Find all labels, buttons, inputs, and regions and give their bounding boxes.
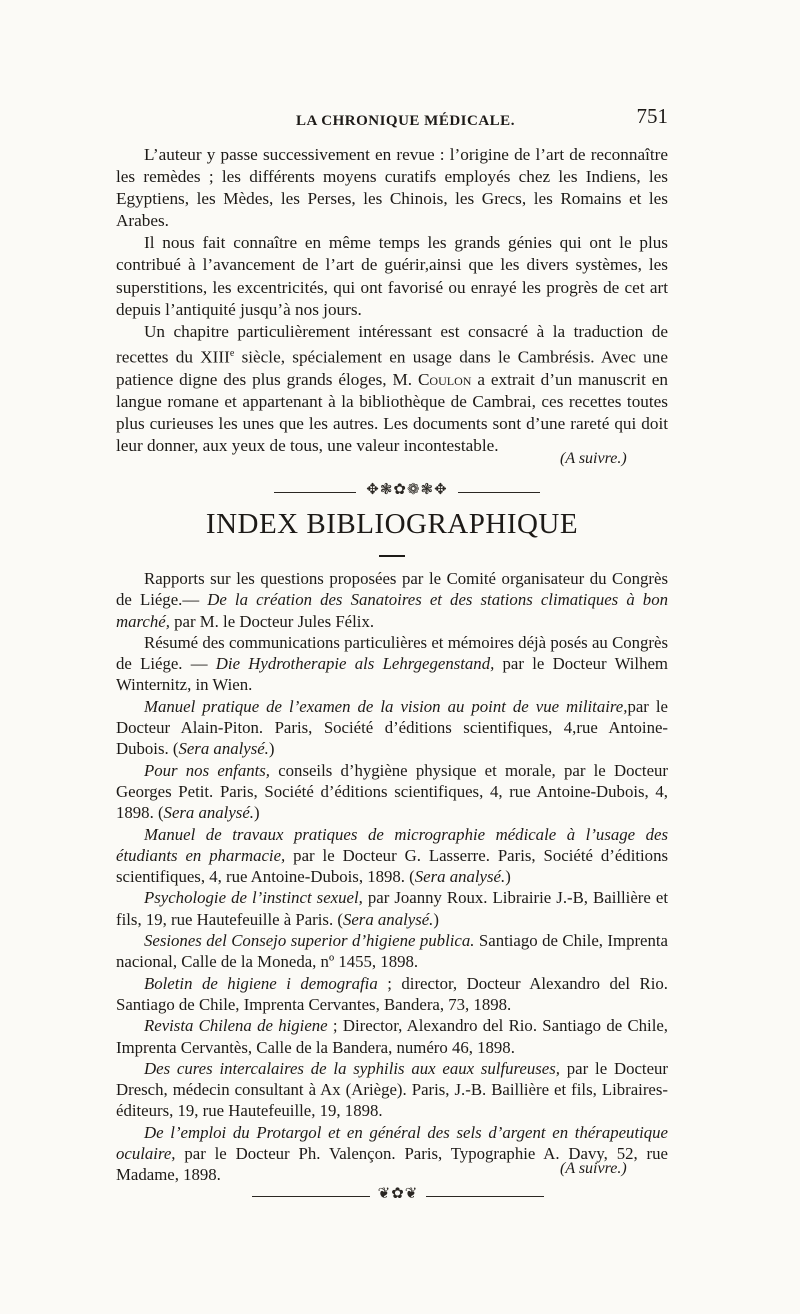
bibliography-entry — [116, 824, 668, 888]
bibliography-entry — [116, 1015, 668, 1058]
entry-text: par M. le Docteur Jules Félix. — [169, 611, 375, 631]
section-title: INDEX BIBLIOGRAPHIQUE — [205, 508, 579, 540]
entry-title: Sera analysé. — [178, 739, 269, 759]
entry-title: Manuel pratique de l’examen de la vision au point de vue militaire, — [144, 696, 628, 716]
entry-text: ) — [505, 867, 511, 887]
title-dash — [379, 555, 405, 557]
entry-title: Boletin de higiene i demografia — [144, 973, 378, 993]
entry-text: par le Docteur Dresch, médecin consultant à Ax (Ariège). Paris, J.-B. Baillière et fils, Libraires-éditeurs, 19, rue Hautefeuille, 19, 1898. — [116, 1058, 668, 1121]
ornamental-divider — [274, 480, 540, 506]
entry-text: par le Docteur Ph. Valençon. Paris, Typographie A. Davy, 52, rue Madame, 1898. — [116, 1144, 668, 1185]
bibliography-entry — [116, 887, 668, 930]
entry-text: Rapports sur les questions proposées par le Comité organisateur du Congrès de Liége.— — [116, 569, 668, 610]
entry-title: Pour nos enfants, — [144, 760, 270, 780]
bibliography-entry — [116, 930, 668, 973]
entry-text: Résumé des communications particulières et mémoires déjà posés au Congrès de Liége. — — [116, 632, 668, 674]
entry-title: Revista Chilena de higiene — [144, 1016, 328, 1036]
bibliography-entry — [116, 568, 668, 632]
continued-note: (A suivre.) — [560, 450, 627, 467]
entry-text: conseils d’hygiène physique et morale, par le Docteur Georges Petit. Paris, Société d’éditions scientifiques, 4, rue Antoine-Dubois, 4, 1898. ( — [116, 760, 669, 823]
entry-text: par le Docteur Wilhem Winternitz, in Wien. — [116, 654, 668, 695]
bibliography-entry — [116, 696, 668, 760]
entry-title: Manuel de travaux pratiques de micrographie médicale à l’usage des étudiants en pharmacie, — [116, 824, 668, 865]
entry-title: Des cures intercalaires de la syphilis aux eaux sulfureuses, — [144, 1058, 560, 1078]
review-paragraph: L’auteur y passe successivement en revue : l’origine de l’art de reconnaître les remèdes ; les différents moyens curatifs employés chez les Indiens, les Egyptiens, les Mèdes, les Perses, les Chinois, les Grecs, les Romains et les Arabes. — [116, 145, 668, 231]
review-text — [116, 144, 668, 457]
entry-text: ; Director, Alexandro del Rio. Santiago de Chile, Imprenta Cervantès, Calle de la Bandera, numéro 46, 1898. — [116, 1016, 668, 1057]
bibliography-entry — [116, 632, 668, 696]
entry-title: Sera analysé. — [342, 909, 434, 929]
fleuron-ornament: ✥❃✿❁❃✥ — [366, 482, 448, 498]
page-header — [116, 104, 668, 134]
superscript: e — [229, 347, 235, 359]
entry-title: Die Hydrotherapie als Lehrgegenstand, — [215, 654, 495, 674]
entry-text: ) — [433, 909, 439, 929]
bibliography-entry — [116, 1058, 668, 1122]
bibliography-list — [116, 568, 668, 1186]
entry-text: par le Docteur G. Lasserre. Paris, Société d’éditions scientifiques, 4, rue Antoine-Dubois, 1898. ( — [116, 845, 668, 887]
review-paragraph — [116, 321, 668, 457]
entry-title: De la création des Sanatoires et des stations climatiques à bon marché, — [116, 590, 668, 631]
entry-title: Sesiones del Consejo superior d’higiene publica. — [144, 931, 475, 951]
text-run: Un chapitre particulièrement intéressant est consacré à la traduction de recettes du XIII — [116, 321, 668, 367]
entry-title: Sera analysé. — [163, 803, 254, 823]
entry-text: ; director, Docteur Alexandro del Rio. Santiago de Chile, Imprenta Cervantes, Bandera, 73, 1898. — [116, 973, 668, 1014]
entry-title: De l’emploi du Protargol et en général des sels d’argent en thérapeutique oculaire, — [116, 1122, 668, 1164]
divider-line — [458, 492, 540, 493]
entry-text: par Joanny Roux. Librairie J.-B, Baillière et fils, 19, rue Hautefeuille à Paris. ( — [116, 888, 668, 929]
bibliography-entry — [116, 760, 668, 824]
bibliography-entry — [116, 973, 668, 1016]
entry-title: Sera analysé. — [414, 867, 506, 887]
review-paragraph: Il nous fait connaître en même temps les grands génies qui ont le plus contribué à l’avancement de l’art de guérir,ainsi que les divers systèmes, les superstitions, les excentricités, qui ont favorisé ou enrayé les progrès de cet art depuis l’antiquité jusqu’à nos jours. — [116, 233, 668, 319]
entry-text: Santiago de Chile, Imprenta nacional, Calle de la Moneda, nº 1455, 1898. — [116, 931, 669, 972]
continued-note: (A suivre.) — [560, 1160, 627, 1177]
entry-title: Psychologie de l’instinct sexuel, — [144, 888, 363, 908]
text-run: siècle, spécialement en usage dans le Cambrésis. Avec une patience digne des plus grands éloges, M. — [116, 347, 668, 389]
running-title: LA CHRONIQUE MÉDICALE. — [296, 113, 515, 129]
end-divider — [252, 1184, 544, 1210]
entry-text: ) — [253, 803, 260, 823]
page-number: 751 — [636, 104, 668, 128]
entry-text: par le Docteur Alain-Piton. Paris, Société d’éditions scientifiques, 4,rue Antoine-Dubois. ( — [116, 696, 668, 759]
divider-line — [426, 1196, 544, 1197]
entry-text: ) — [268, 739, 275, 759]
fleuron-ornament: ❦✿❦ — [377, 1186, 419, 1202]
text-run: a extrait d’un manuscrit en langue romane et appartenant à la bibliothèque de Cambrai, ces recettes toutes plus curieuses les unes que les autres. Les documents sont d’une rareté qui doit leur donner, aux yeux de tous, une valeur incontestable. — [116, 369, 668, 455]
author-name: Coulon — [417, 369, 472, 389]
